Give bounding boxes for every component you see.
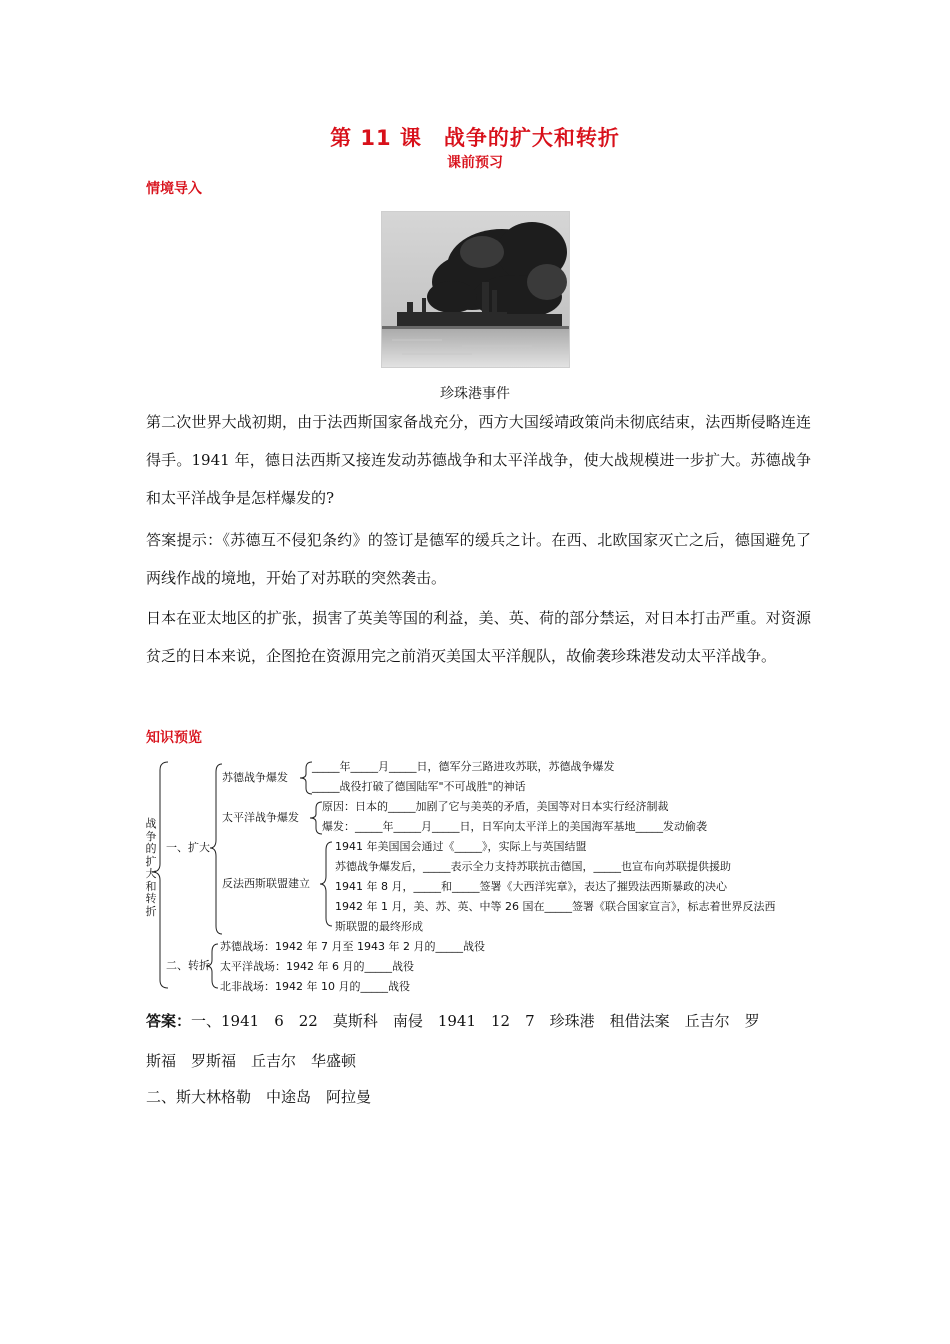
- pacific-war-label: 太平洋战争爆发: [222, 811, 299, 824]
- pearl-harbor-photo: [381, 211, 570, 368]
- branch-turning-label: 二、转折: [166, 959, 210, 972]
- alliance-line-3: 1941 年 8 月，_____和_____签署《大西洋宪章》，表达了摧毁法西斯暴政的决心: [335, 880, 727, 893]
- intro-heading: 情境导入: [146, 181, 202, 197]
- soviet-war-line-1: _____年_____月_____日，德军分三路进攻苏联，苏德战争爆发: [312, 760, 615, 773]
- answer-line-3: 二、斯大林格勒 中途岛 阿拉曼: [146, 1088, 372, 1106]
- answer-line-1: [146, 1002, 811, 1040]
- lesson-title: 第 11 课 战争的扩大和转折: [330, 126, 620, 150]
- answer-hint-paragraph-2: 日本在亚太地区的扩张，损害了英美等国的利益，美、英、荷的部分禁运，对日本打击严重。对资源贫乏的日本来说，企图抢在资源用完之前消灭美国太平洋舰队，故偷袭珍珠港发动太平洋战争。: [146, 609, 811, 665]
- answer-text-1: 一、1941 6 22 莫斯科 南侵 1941 12 7 珍珠港 租借法案 丘吉尔 罗: [191, 1012, 760, 1030]
- branch-expand-label: 一、扩大: [166, 841, 210, 854]
- alliance-line-5: 斯联盟的最终形成: [335, 920, 423, 933]
- diagram-root-label: 战争的扩大和转折: [145, 817, 157, 918]
- knowledge-diagram: [140, 756, 820, 1001]
- lesson-subtitle: 课前预习: [447, 155, 503, 171]
- soviet-war-label: 苏德战争爆发: [222, 771, 288, 784]
- answer-label: 答案：: [146, 1012, 192, 1030]
- intro-paragraph: 第二次世界大战初期，由于法西斯国家备战充分，西方大国绥靖政策尚未彻底结束，法西斯侵略连连得手。1941 年，德日法西斯又接连发动苏德战争和太平洋战争，使大战规模进一步扩大。苏德战争和太平洋战争是怎样爆发的?: [146, 413, 811, 507]
- alliance-line-2: 苏德战争爆发后，_____表示全力支持苏联抗击德国，_____也宣布向苏联提供援助: [335, 860, 731, 873]
- pacific-war-line-2: 爆发：_____年_____月_____日，日军向太平洋上的美国海军基地_____发动偷袭: [322, 820, 707, 833]
- turning-line-3: 北非战场：1942 年 10 月的_____战役: [220, 980, 410, 993]
- alliance-line-4: 1942 年 1 月，美、苏、英、中等 26 国在_____签署《联合国家宣言》，标志着世界反法西: [335, 900, 776, 913]
- alliance-label: 反法西斯联盟建立: [222, 877, 310, 890]
- turning-line-1: 苏德战场：1942 年 7 月至 1943 年 2 月的_____战役: [220, 940, 485, 953]
- answer-hint-paragraph: 答案提示：《苏德互不侵犯条约》的签订是德军的缓兵之计。在西、北欧国家灭亡之后，德国避免了两线作战的境地，开始了对苏联的突然袭击。: [146, 531, 811, 587]
- soviet-war-line-2: _____战役打破了德国陆军"不可战胜"的神话: [312, 780, 526, 793]
- turning-line-2: 太平洋战场：1942 年 6 月的_____战役: [220, 960, 414, 973]
- pacific-war-line-1: 原因：日本的_____加剧了它与美英的矛盾，美国等对日本实行经济制裁: [322, 800, 669, 813]
- answer-line-2: 斯福 罗斯福 丘吉尔 华盛顿: [146, 1052, 357, 1070]
- alliance-line-1: 1941 年美国国会通过《_____》，实际上与英国结盟: [335, 840, 587, 853]
- preview-heading: 知识预览: [146, 730, 202, 746]
- photo-caption: 珍珠港事件: [440, 386, 510, 402]
